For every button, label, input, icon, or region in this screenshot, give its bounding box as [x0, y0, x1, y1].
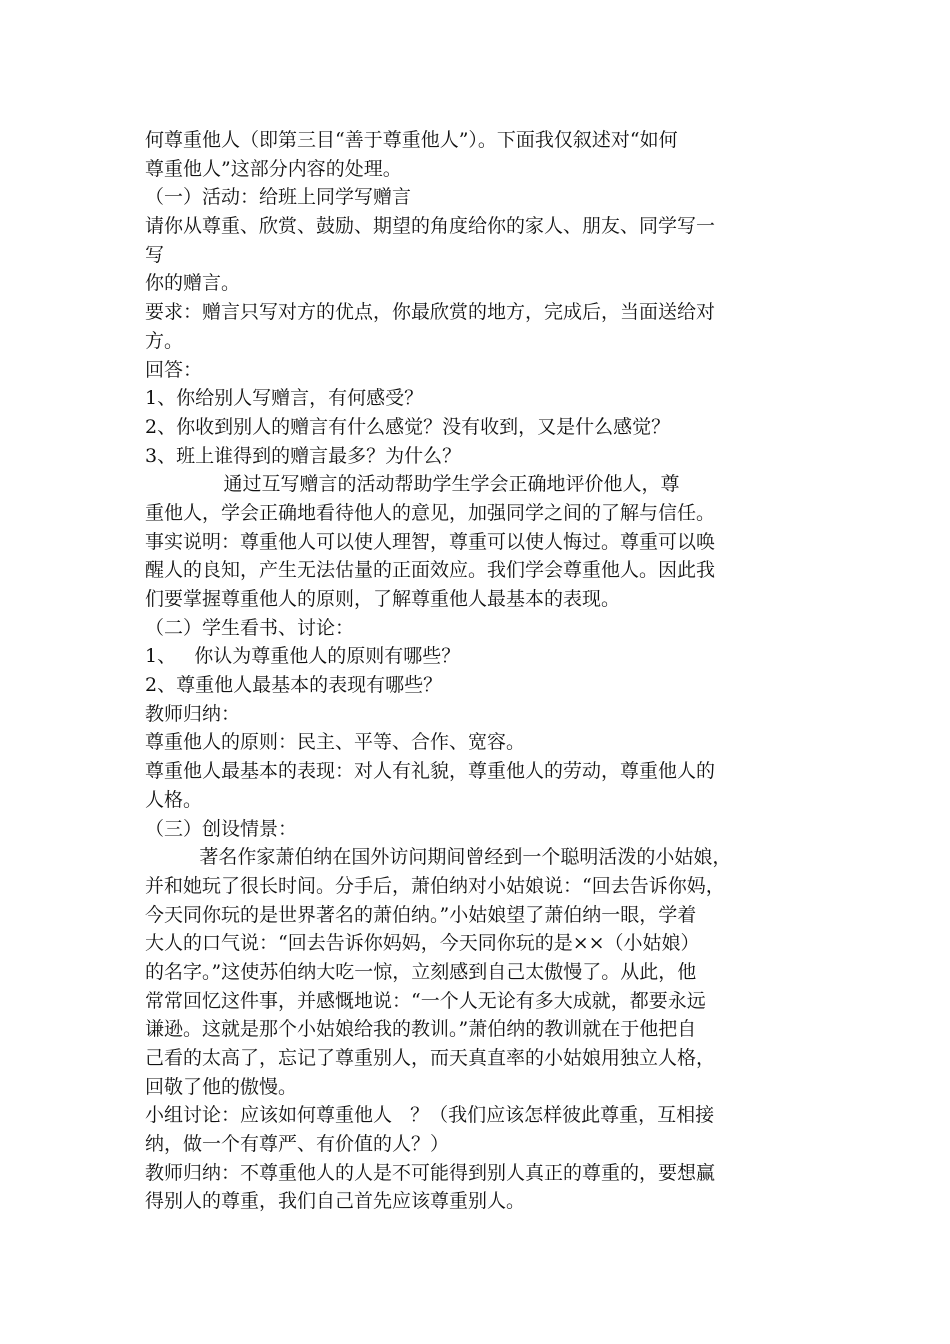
text-line: 重他人，学会正确地看待他人的意见，加强同学之间的了解与信任。 [145, 501, 716, 524]
text-line: 教师归纳： [145, 702, 241, 725]
text-line: 方。 [145, 329, 184, 352]
text-line: 们要掌握尊重他人的原则，了解尊重他人最基本的表现。 [145, 588, 621, 610]
text-line: 尊重他人的原则：民主、平等、合作、宽容。 [145, 731, 526, 754]
text-line: 2、你收到别人的赠言有什么感觉？没有收到，又是什么感觉？ [145, 415, 671, 438]
text-line: （二）学生看书、讨论： [145, 616, 355, 639]
text-line: 人格。 [145, 788, 203, 811]
text-line: 要求：赠言只写对方的优点，你最欣赏的地方，完成后，当面送给对 [145, 301, 716, 324]
text-line: 己看的太高了，忘记了尊重别人，而天真直率的小姑娘用独立人格， [145, 1047, 716, 1069]
text-line: 请你从尊重、欣赏、鼓励、期望的角度给你的家人、朋友、同学写一 [145, 215, 716, 238]
text-line: 得别人的尊重，我们自己首先应该尊重别人。 [145, 1190, 526, 1213]
text-line: 尊重他人”这部分内容的处理。 [145, 157, 402, 180]
text-line: 今天同你玩的是世界著名的萧伯纳。”小姑娘望了萧伯纳一眼，学着 [145, 903, 697, 926]
text-line: 尊重他人最基本的表现：对人有礼貌，尊重他人的劳动，尊重他人的 [145, 760, 716, 783]
text-line: 回答： [145, 358, 203, 381]
text-line: 3、班上谁得到的赠言最多？为什么？ [145, 444, 462, 467]
text-line: 著名作家萧伯纳在国外访问期间曾经到一个聪明活泼的小姑娘， [145, 846, 732, 869]
text-line: 小组讨论：应该如何尊重他人 ？（我们应该怎样彼此尊重，互相接 [145, 1104, 715, 1127]
text-line: 教师归纳：不尊重他人的人是不可能得到别人真正的尊重的，要想赢 [145, 1161, 716, 1184]
text-line: 常常回忆这件事，并感慨地说：“一个人无论有多大成就，都要永远 [145, 989, 706, 1012]
text-line: 并和她玩了很长时间。分手后，萧伯纳对小姑娘说：“回去告诉你妈， [145, 874, 725, 897]
text-line: 的名字。”这使苏伯纳大吃一惊，立刻感到自己太傲慢了。从此，他 [145, 960, 697, 983]
text-line: 你的赠言。 [145, 272, 241, 295]
document-body [145, 126, 805, 1216]
text-line: 纳，做一个有尊严、有价值的人？） [145, 1133, 450, 1156]
text-line: 1、你给别人写赠言，有何感受？ [145, 387, 424, 410]
text-line: 醒人的良知，产生无法估量的正面效应。我们学会尊重他人。因此我 [145, 559, 716, 582]
text-line: （一）活动：给班上同学写赠言 [145, 186, 412, 209]
text-line: 事实说明：尊重他人可以使人理智，尊重可以使人悔过。尊重可以唤 [145, 530, 716, 553]
text-line: 回敬了他的傲慢。 [145, 1075, 298, 1098]
text-line: 通过互写赠言的活动帮助学生学会正确地评价他人，尊 [145, 473, 680, 496]
text-line: 写 [145, 243, 165, 266]
text-line: 大人的口气说：“回去告诉你妈妈，今天同你玩的是××（小姑娘） [145, 932, 700, 955]
text-line: 何尊重他人（即第三目“善于尊重他人”）。下面我仅叙述对“如何 [145, 129, 678, 151]
text-line: 2、尊重他人最基本的表现有哪些？ [145, 674, 443, 697]
text-line: （三）创设情景： [145, 817, 298, 840]
text-line: 1、 你认为尊重他人的原则有哪些？ [145, 645, 461, 668]
text-line: 谦逊。这就是那个小姑娘给我的教训。”萧伯纳的教训就在于他把自 [145, 1018, 697, 1041]
